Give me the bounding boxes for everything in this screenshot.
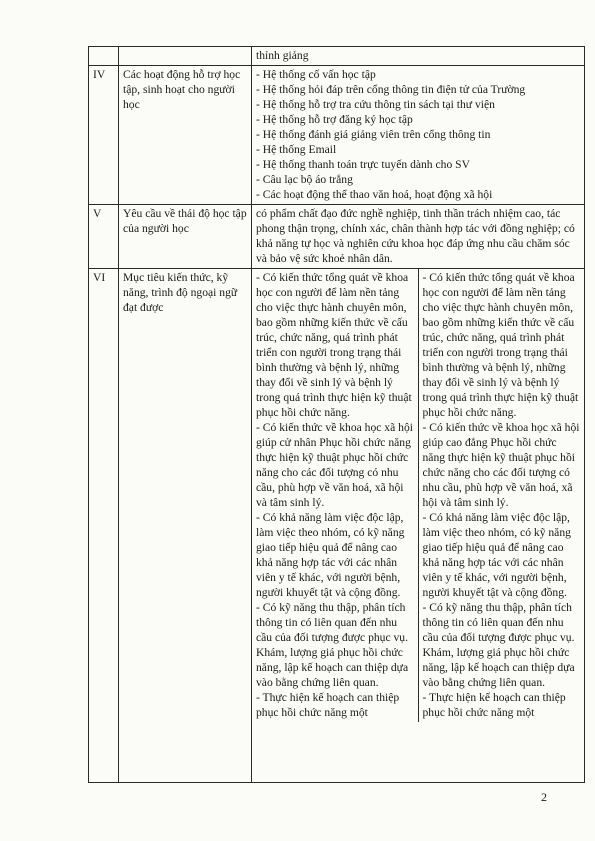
right-column xyxy=(418,269,584,722)
comparison-subtable xyxy=(252,269,584,722)
list-item: - Có kiến thức tổng quát về khoa học con người để làm nền tảng cho việc thực hành chuyên môn, bao gồm những kiến thức về cấu trúc, chức năng, quá trình phát triển con người trong trạng thái bình thường và bệnh lý, những thay đổi về sinh lý và bệnh lý trong quá trình thực hiện kỹ thuật phục hồi chức năng. xyxy=(256,271,412,419)
page-number: 2 xyxy=(541,790,547,804)
list-item: - Có kỹ năng thu thập, phân tích thông tin có liên quan đến nhu cầu của đối tượng được phục vụ. Khám, lượng giá phục hồi chức năng, lập kế hoạch can thiệp dựa vào bằng chứng liên quan. xyxy=(422,601,575,689)
list-item: - Thực hiện kế hoạch can thiệp phục hồi chức năng một xyxy=(422,691,566,719)
cell-text: thỉnh giảng xyxy=(256,49,309,62)
list-item: - Câu lạc bộ áo trắng xyxy=(256,173,353,186)
row-label-cell xyxy=(119,47,252,66)
table-row xyxy=(89,47,585,66)
list-item: - Hệ thống cố vấn học tập xyxy=(256,68,376,81)
left-column xyxy=(252,269,418,722)
table-row xyxy=(89,205,585,269)
list-item: - Hệ thống hỗ trợ tra cứu thông tin sách tại thư viện xyxy=(256,98,495,111)
row-content-cell xyxy=(252,47,585,66)
list-item: - Có kiến thức về khoa học xã hội giúp cao đẳng Phục hồi chức năng thực hiện kỹ thuật phục hồi chức năng cho các đối tượng có nhu cầu, phù hợp về văn hoá, xã hội và tâm sinh lý. xyxy=(422,421,580,509)
row-number-cell xyxy=(89,47,119,66)
list-item: - Có kiến thức về khoa học xã hội giúp cử nhân Phục hồi chức năng thực hiện kỹ thuật phục hồi chức năng cho các đối tượng có nhu cầu, phù hợp về văn hoá, xã hội và tâm sinh lý. xyxy=(256,421,413,509)
table-row xyxy=(89,269,585,783)
row-number-cell: VI xyxy=(89,269,119,783)
row-content-cell xyxy=(252,205,585,269)
list-item: - Hệ thống đánh giá giảng viên trên cổng thông tin xyxy=(256,128,491,141)
list-item: - Có khả năng làm việc độc lập, làm việc theo nhóm, có kỹ năng giao tiếp hiệu quả để nâng cao khả năng hợp tác với các nhân viên y tế khác, với người bệnh, người khuyết tật và cộng đồng. xyxy=(256,511,405,599)
list-item: - Hệ thống hỏi đáp trên cổng thông tin điện tử của Trường xyxy=(256,83,526,96)
row-content-cell xyxy=(252,269,585,783)
list-item: - Thực hiện kế hoạch can thiệp phục hồi chức năng một xyxy=(256,691,400,719)
list-item: - Hệ thống hỗ trợ đăng ký học tập xyxy=(256,113,413,126)
row-content-cell xyxy=(252,66,585,205)
list-item: - Các hoạt động thể thao văn hoá, hoạt động xã hội xyxy=(256,188,493,201)
program-table xyxy=(88,46,585,783)
list-item: - Có kiến thức tổng quát về khoa học con người để làm nền tảng cho việc thực hành chuyên môn, bao gồm những kiến thức về cấu trúc, chức năng, quá trình phát triển con người trong trạng thái bình thường và bệnh lý, những thay đổi về sinh lý và bệnh lý trong quá trình thực hiện kỹ thuật phục hồi chức năng. xyxy=(422,271,579,419)
cell-text: có phẩm chất đạo đức nghề nghiệp, tinh thần trách nhiệm cao, tác phong thận trọng, chính xác, chân thành hợp tác với đồng nghiệp; có khả năng tự học và nghiên cứu khoa học đáp ứng nhu cầu chăm sóc và bảo vệ sức khoẻ nhân dân. xyxy=(256,207,575,265)
list-item: - Hệ thống Email xyxy=(256,143,337,156)
row-label-cell: Mục tiêu kiến thức, kỹ năng, trình độ ngoại ngữ đạt được xyxy=(119,269,252,783)
list-item: - Hệ thống thanh toán trực tuyến dành cho SV xyxy=(256,158,470,171)
row-label-cell: Các hoạt động hỗ trợ học tập, sinh hoạt cho người học xyxy=(119,66,252,205)
list-item: - Có kỹ năng thu thập, phân tích thông tin có liên quan đến nhu cầu của đối tượng được phục vụ. Khám, lượng giá phục hồi chức năng, lập kế hoạch can thiệp dựa vào bằng chứng liên quan. xyxy=(256,601,409,689)
row-number-cell: IV xyxy=(89,66,119,205)
table-row xyxy=(89,66,585,205)
row-label-cell: Yêu cầu về thái độ học tập của người học xyxy=(119,205,252,269)
row-number-cell: V xyxy=(89,205,119,269)
list-item: - Có khả năng làm việc độc lập, làm việc theo nhóm, có kỹ năng giao tiếp hiệu quả để nâng cao khả năng hợp tác với các nhân viên y tế khác, với người bệnh, người khuyết tật và cộng đồng. xyxy=(422,511,571,599)
